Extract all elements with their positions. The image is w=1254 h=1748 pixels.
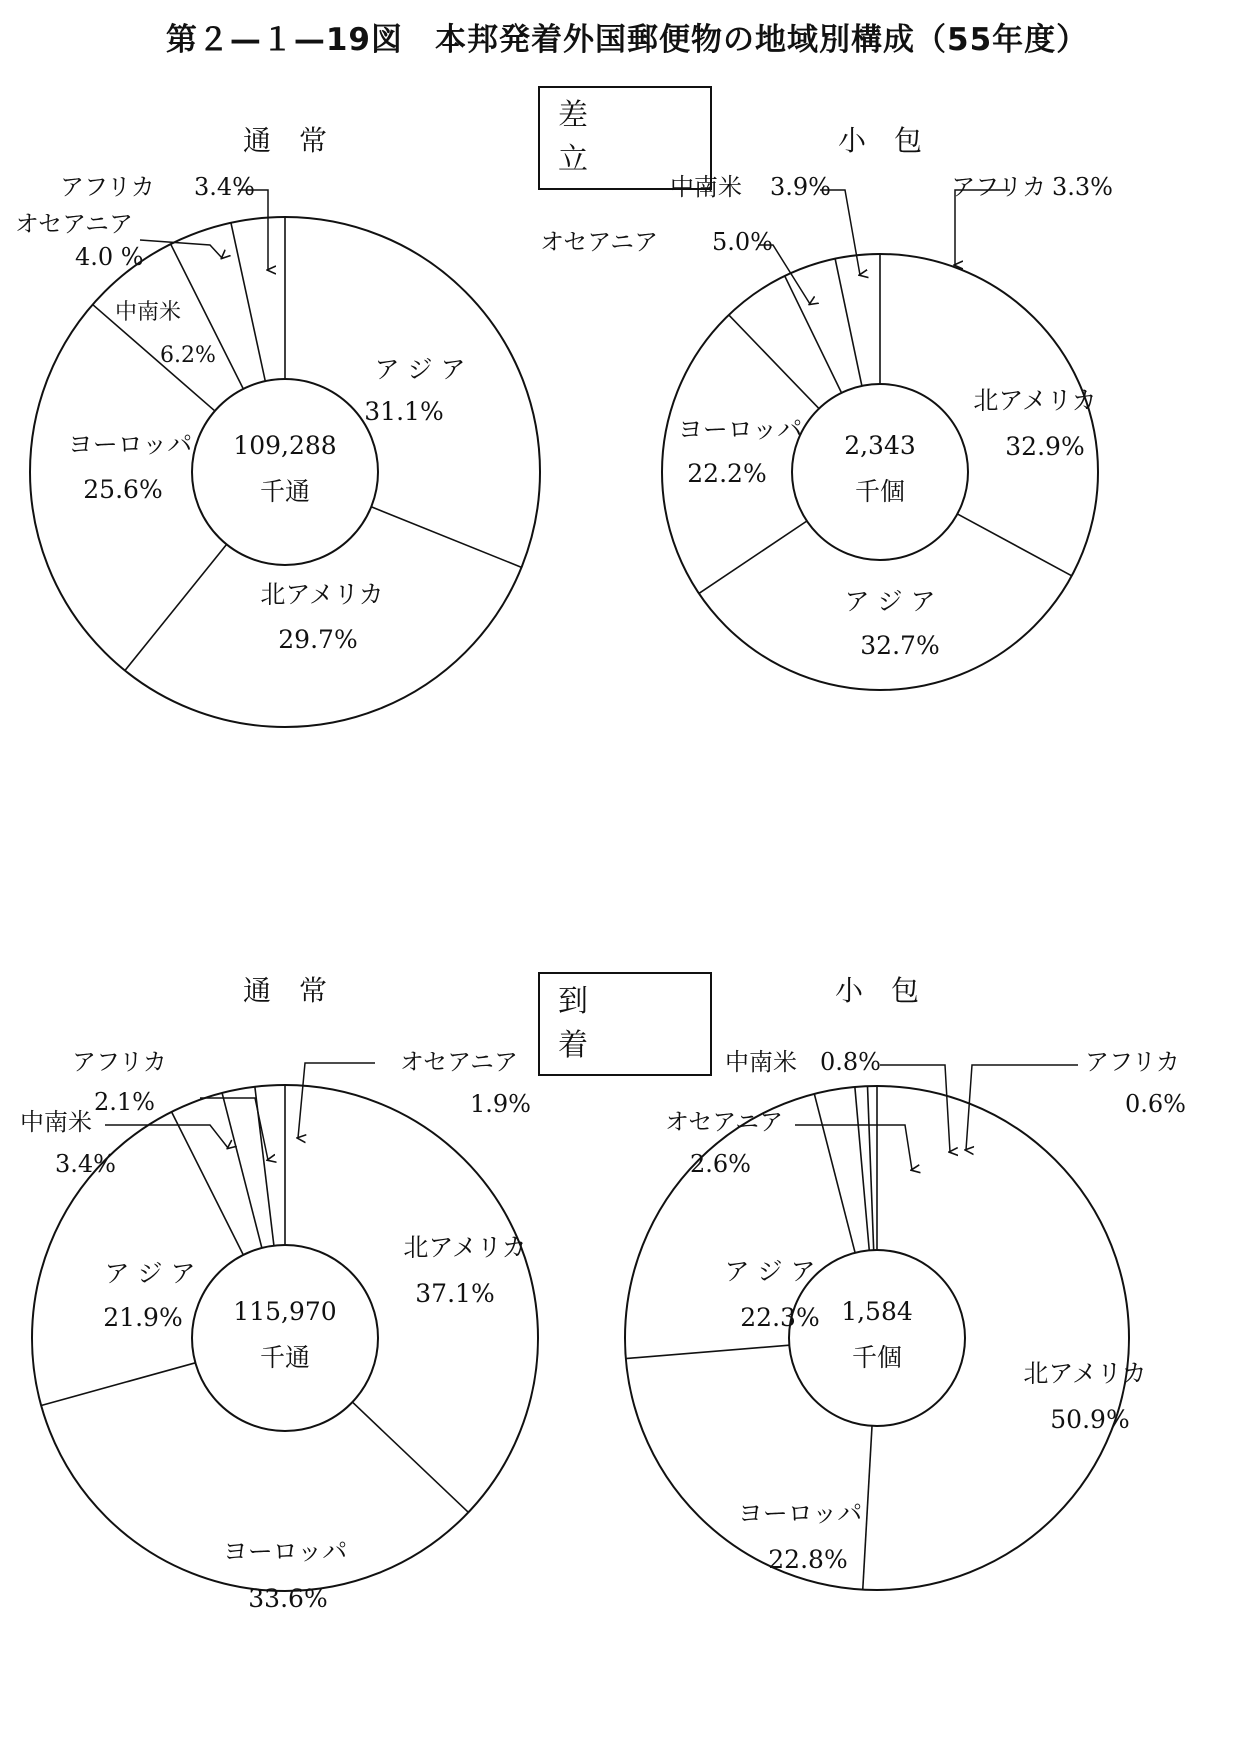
chart-c2	[540, 124, 1113, 690]
chart-title: 通 常	[242, 974, 328, 1007]
slice-label-name: 中南米	[725, 1048, 797, 1076]
slice-label-name: アフリカ	[1085, 1048, 1180, 1076]
center-total-unit: 千通	[259, 477, 311, 506]
inner-ring	[792, 384, 968, 560]
slice-label-name: ヨーロッパ	[222, 1537, 348, 1566]
slice-label-value: 5.0%	[712, 228, 773, 256]
section-label-sashitate: 差 立	[538, 86, 712, 190]
chart-title: 小 包	[834, 974, 920, 1007]
chart-title: 小 包	[837, 124, 923, 157]
slice-label-value: 1.9%	[470, 1090, 531, 1118]
slice-label-name: オセアニア	[14, 210, 133, 238]
slice-label-value: 32.9%	[1005, 432, 1085, 461]
slice-label-name: アフリカ	[60, 173, 155, 201]
slice-label-value: 3.4%	[55, 1150, 116, 1178]
slice-label-name: オセアニア	[540, 228, 659, 256]
slice-label-value: 50.9%	[1050, 1405, 1130, 1434]
slice-label-name: ヨーロッパ	[67, 430, 193, 459]
slice-label-name: ア ジ ア	[724, 1257, 816, 1286]
figure-title: 第２—１—19図 本邦発着外国郵便物の地域別構成（55年度）	[165, 22, 1089, 58]
center-total-value: 1,584	[841, 1297, 913, 1326]
chart-c1	[15, 124, 540, 727]
slice-label-value: 21.9%	[103, 1303, 183, 1332]
slice-label-name: 北アメリカ	[973, 386, 1097, 415]
center-total-unit: 千個	[851, 1343, 903, 1372]
chart-title: 通 常	[242, 124, 328, 157]
slice-label-name: ア ジ ア	[844, 587, 936, 616]
slice-label-value: 0.6%	[1125, 1090, 1186, 1118]
slice-label-value: 6.2%	[160, 343, 216, 368]
slice-label-value: 22.3%	[740, 1303, 820, 1332]
slice-label-value: 0.8%	[820, 1048, 881, 1076]
slice-label-value: 22.2%	[687, 459, 767, 488]
slice-label-name: 中南米	[114, 300, 182, 325]
slice-label-name: ア ジ ア	[104, 1259, 196, 1288]
leader-arrow	[955, 190, 1010, 265]
center-total-value: 2,343	[844, 431, 916, 460]
slice-label-value: 2.1%	[94, 1088, 155, 1116]
chart-c4	[625, 974, 1186, 1590]
inner-ring	[192, 379, 378, 565]
slice-label-name: アフリカ	[72, 1048, 167, 1076]
slice-label-value: 3.9%	[770, 173, 831, 201]
slice-label-value: 22.8%	[768, 1545, 848, 1574]
center-total-value: 109,288	[233, 431, 337, 460]
center-total-value: 115,970	[233, 1297, 337, 1326]
inner-ring	[192, 1245, 378, 1431]
slice-label-value: 29.7%	[278, 625, 358, 654]
section-label-tochaku: 到 着	[538, 972, 712, 1076]
slice-label-name: オセアニア	[399, 1048, 518, 1076]
slice-label-value: 31.1%	[364, 397, 444, 426]
slice-label-value: 3.3%	[1052, 173, 1113, 201]
slice-label-value: 37.1%	[415, 1279, 495, 1308]
slice-label-name: 北アメリカ	[260, 580, 384, 609]
slice-label-name: 北アメリカ	[1023, 1359, 1147, 1388]
slice-label-name: ヨーロッパ	[677, 415, 803, 444]
slice-label-name: ヨーロッパ	[737, 1499, 863, 1528]
chart-c3	[20, 974, 538, 1613]
slice-label-value: 2.6%	[690, 1150, 751, 1178]
slice-label-value: 4.0 %	[75, 243, 144, 271]
slice-label-value: 32.7%	[860, 631, 940, 660]
center-total-unit: 千通	[259, 1343, 311, 1372]
slice-label-value: 33.6%	[248, 1584, 328, 1613]
center-total-unit: 千個	[854, 477, 906, 506]
slice-label-value: 25.6%	[83, 475, 163, 504]
slice-label-name: オセアニア	[665, 1108, 784, 1136]
slice-label-name: アフリカ	[951, 173, 1046, 201]
slice-label-value: 3.4%	[194, 173, 255, 201]
slice-label-name: ア ジ ア	[374, 355, 466, 384]
slice-label-name: 中南米	[20, 1108, 92, 1136]
slice-label-name: 北アメリカ	[403, 1233, 527, 1262]
slice-label-name: 中南米	[670, 173, 742, 201]
